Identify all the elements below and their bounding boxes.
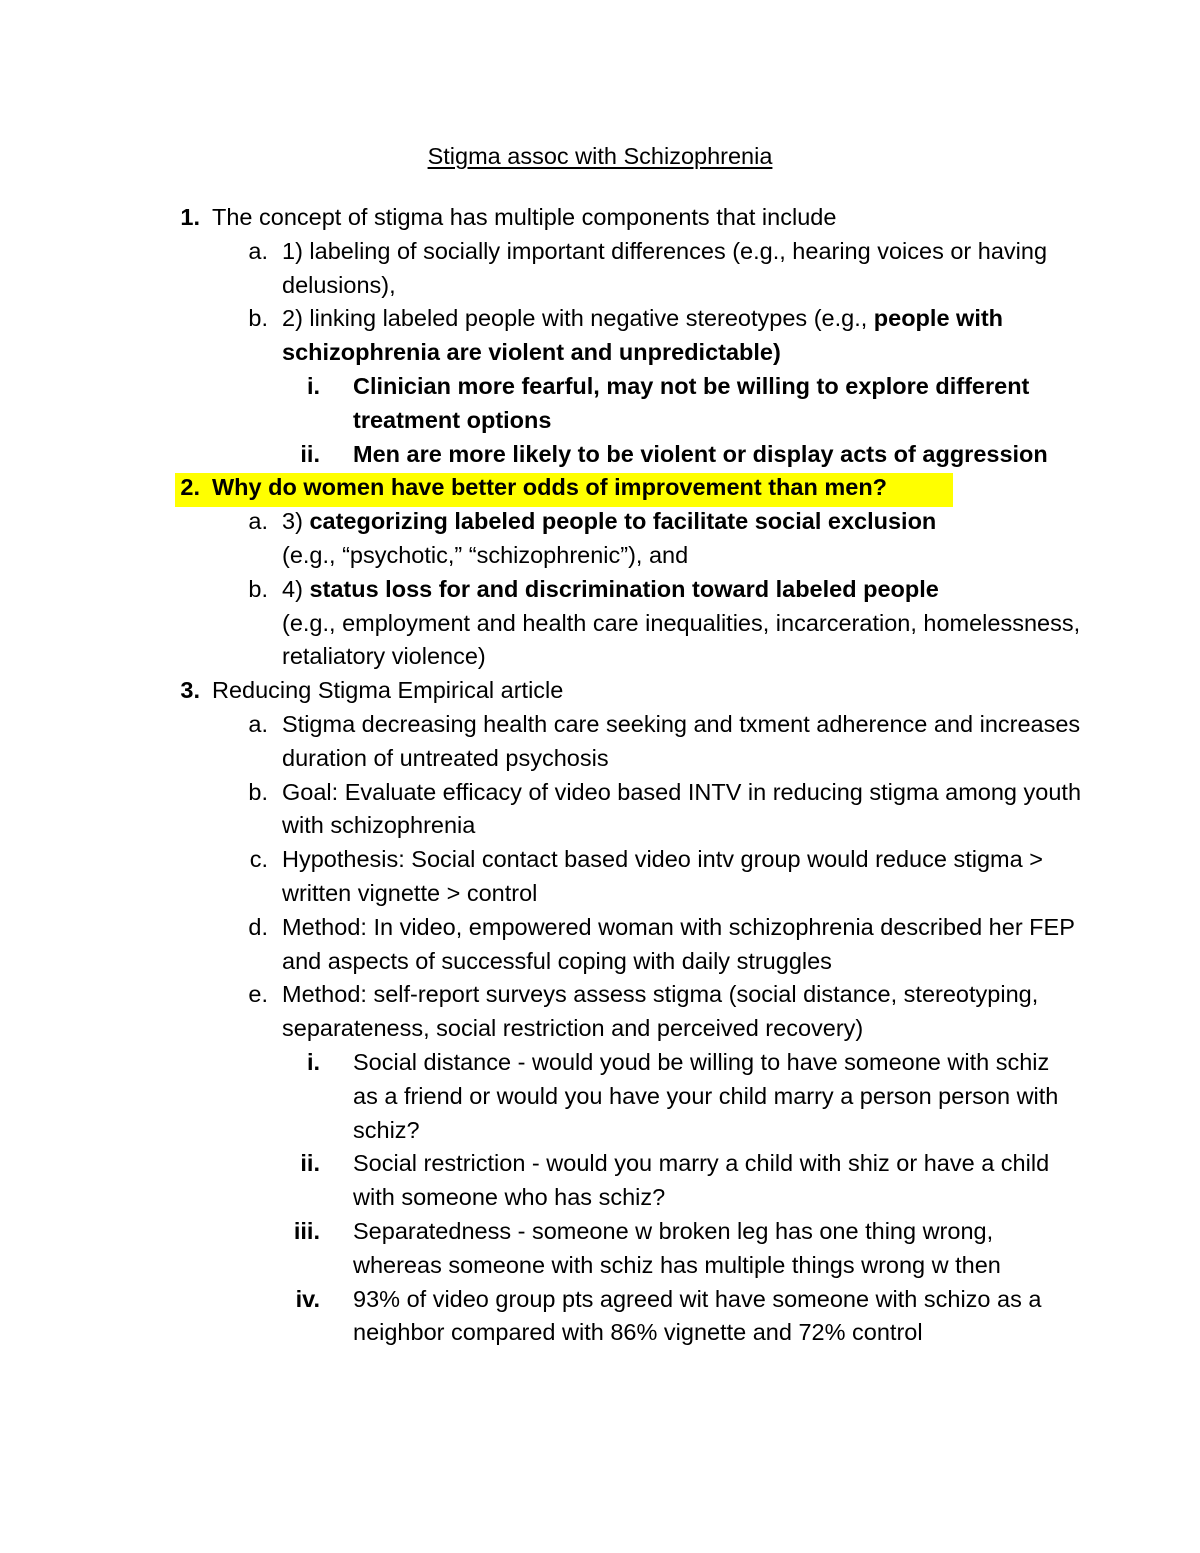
section-heading: Reducing Stigma Empirical article [212,677,564,704]
list-marker: 2. [180,474,200,501]
list-marker: ii. [300,440,320,467]
list-marker: a. [248,237,268,264]
list-subitem [0,1215,1200,1283]
list-subitem-text: 93% of video group pts agreed wit have someone with schizo as a neighbor compared with 86% vignette and 72% control [353,1285,1042,1346]
list-subitem [0,438,1200,472]
plain-text: 2) linking labeled people with negative stereotypes (e.g., [282,305,874,332]
list-marker: a. [248,508,268,535]
list-marker: b. [248,575,268,602]
list-item-text: Method: self-report surveys assess stigma (social distance, stereotyping, separateness, social restriction and perceived recovery) [282,981,1039,1042]
list-marker: d. [248,913,268,940]
list-item [0,302,1200,370]
section-2 [0,471,1200,505]
list-marker: b. [248,305,268,332]
plain-text: (e.g., “psychotic,” “schizophrenic”), and [282,541,689,568]
list-marker: e. [248,981,268,1008]
plain-text: 3) [282,508,310,535]
list-subitem-text: Social distance - would youd be willing to have someone with schiz as a friend or would you have your child marry a person person with schiz? [353,1048,1059,1143]
list-item-text: 1) labeling of socially important differences (e.g., hearing voices or having delusions), [282,237,1048,298]
list-marker: c. [249,846,268,873]
list-item-text [282,505,1082,573]
list-item-text: Stigma decreasing health care seeking and txment adherence and increases duration of untreated psychosis [282,710,1081,771]
list-item [0,843,1200,911]
list-marker: i. [306,1048,320,1075]
list-subitem [0,1283,1200,1351]
list-item [0,505,1200,573]
bold-text: categorizing labeled people to facilitate social exclusion [309,508,937,535]
list-subitem [0,370,1200,438]
list-subitem [0,1147,1200,1215]
list-item-text: Method: In video, empowered woman with schizophrenia described her FEP and aspects of successful coping with daily struggles [282,913,1075,974]
list-marker: 1. [180,204,200,230]
plain-text: (e.g., employment and health care inequalities, incarceration, homelessness, retaliatory violence) [282,609,1081,670]
plain-text: 4) [282,575,310,602]
list-subitem-text [353,370,1073,438]
section-heading: The concept of stigma has multiple components that include [212,204,837,230]
bold-text: people with schizophrenia are violent and unpredictable) [282,305,1004,366]
list-item [0,235,1200,303]
list-item-text [282,573,1082,674]
section-3 [0,674,1200,708]
bold-text: Clinician more fearful, may not be willing to explore different treatment options [353,372,1030,433]
list-marker: iii. [293,1217,320,1244]
list-item [0,776,1200,844]
list-item-text [282,302,1082,370]
list-item [0,911,1200,979]
section-heading-highlighted: Why do women have better odds of improvement than men? [212,474,888,501]
section-1 [0,201,1200,235]
list-marker: i. [306,372,320,399]
list-marker: a. [248,710,268,737]
list-marker: 3. [180,677,200,704]
list-subitem-text: Social restriction - would you marry a child with shiz or have a child with someone who has schiz? [353,1150,1050,1211]
list-subitem [0,1046,1200,1147]
list-item [0,978,1200,1046]
outline-list [0,201,1200,1350]
list-subitem-text: Separatedness - someone w broken leg has one thing wrong, whereas someone with schiz has multiple things wrong w then [353,1217,1001,1278]
bold-text: status loss for and discrimination toward labeled people [309,575,939,602]
list-item-text: Hypothesis: Social contact based video intv group would reduce stigma > written vignette > control [282,846,1043,906]
list-item [0,708,1200,776]
list-item [0,573,1200,674]
list-marker: b. [248,778,268,805]
list-marker: ii. [300,1150,320,1177]
list-marker: iv. [295,1285,320,1312]
list-subitem-text [353,438,1073,472]
document-title: Stigma assoc with Schizophrenia [427,143,773,169]
list-item-text: Goal: Evaluate efficacy of video based INTV in reducing stigma among youth with schizophrenia [282,778,1082,839]
bold-text: Men are more likely to be violent or display acts of aggression [353,440,1048,467]
